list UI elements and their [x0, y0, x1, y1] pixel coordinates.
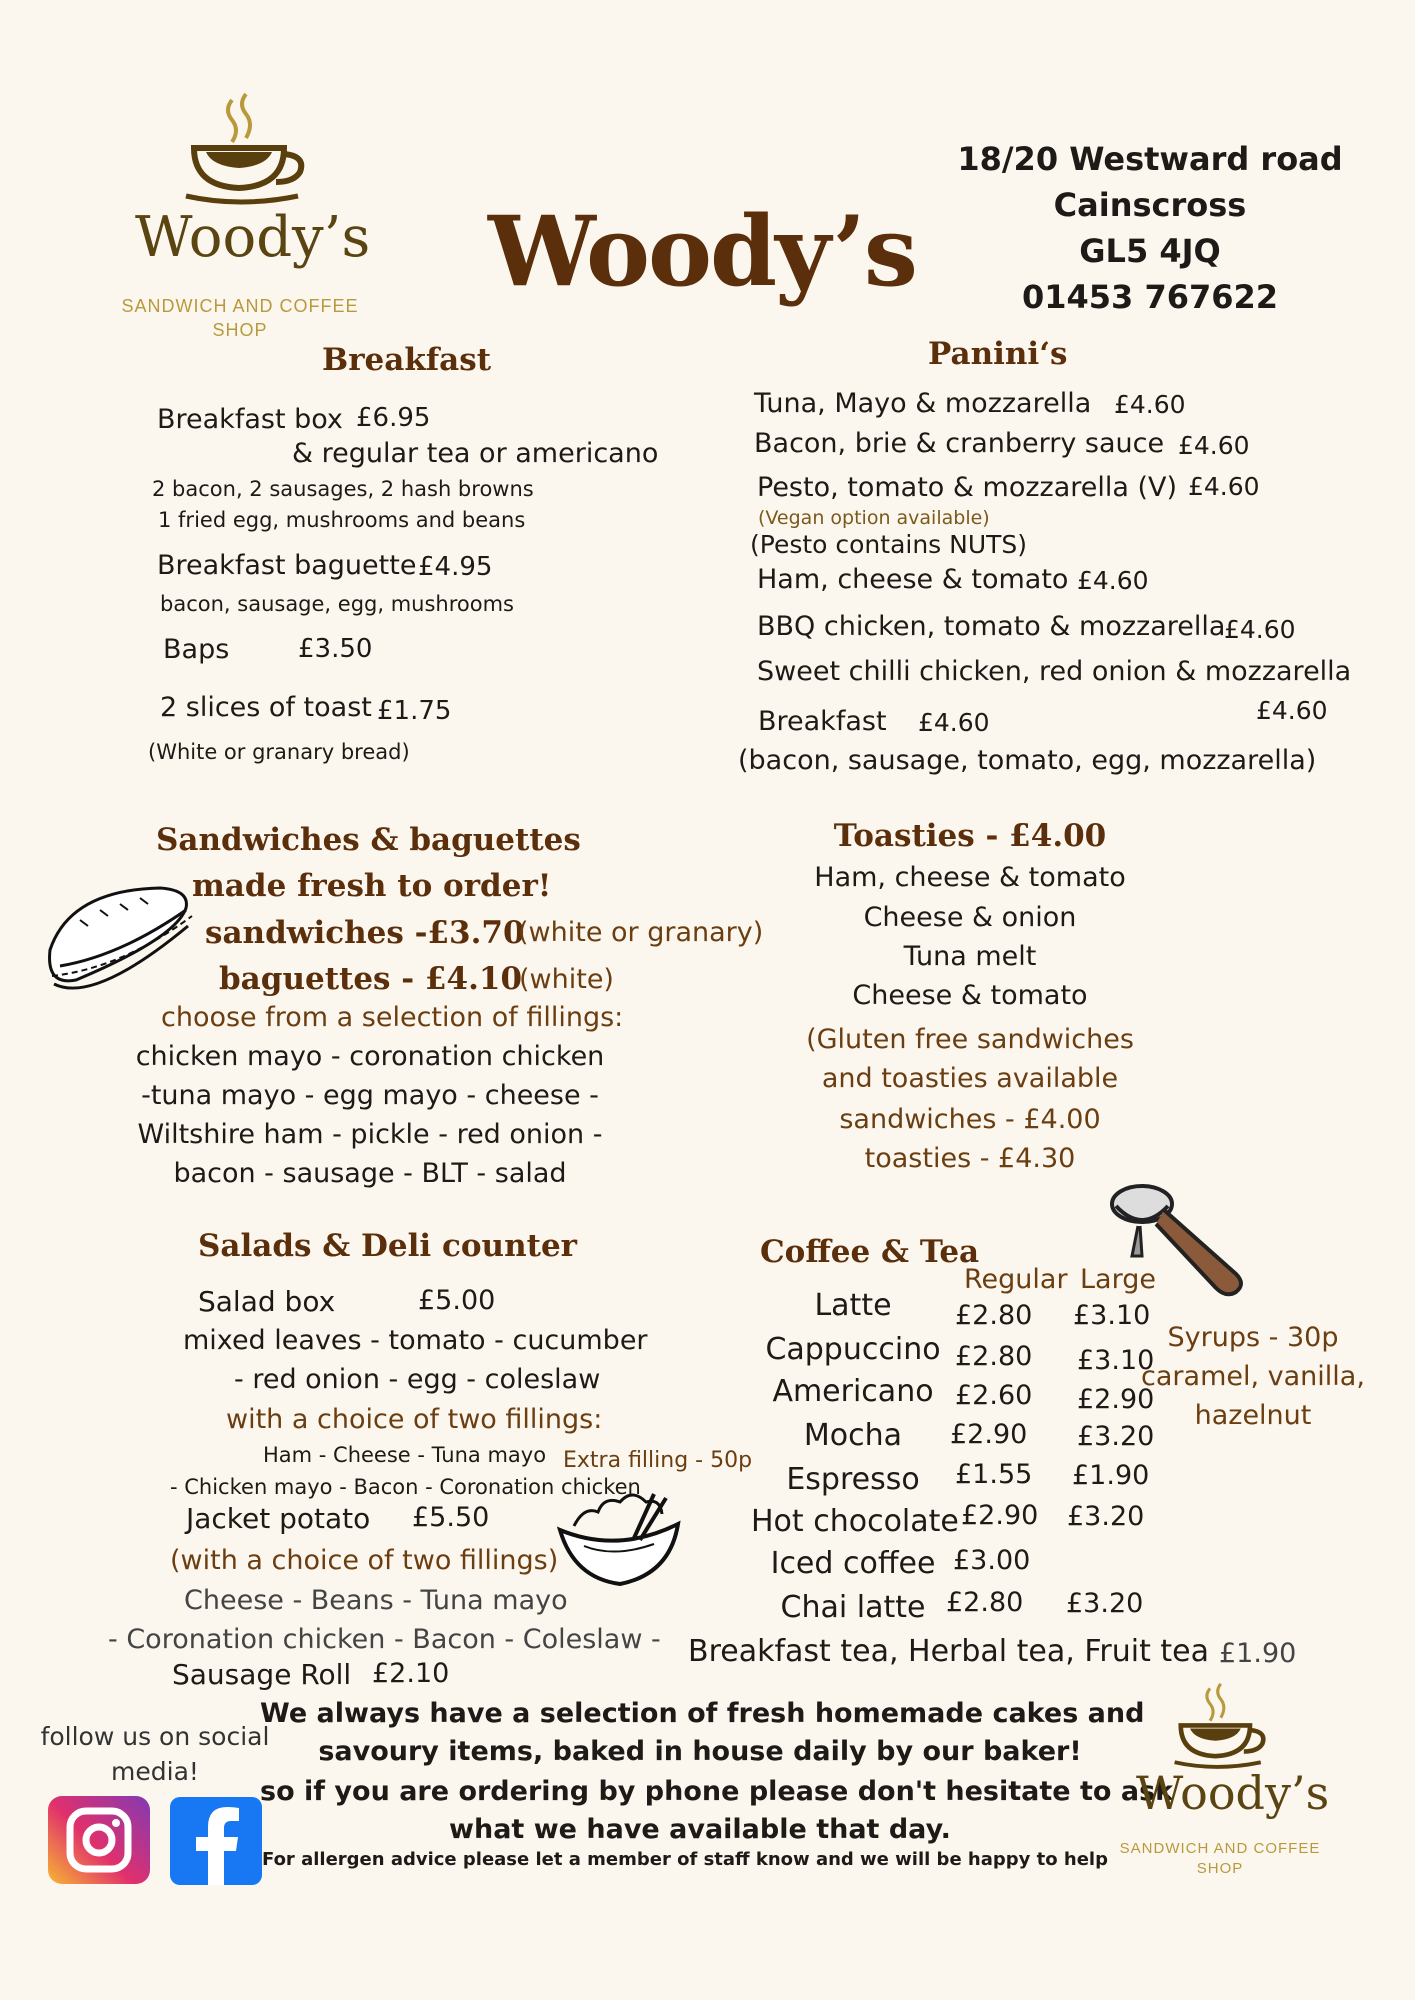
baps-name: Baps — [163, 634, 230, 665]
breakfast-box-price: £6.95 — [356, 403, 431, 433]
panini-item1-price: £4.60 — [1114, 390, 1186, 419]
facebook-link[interactable] — [170, 1797, 262, 1885]
salad-box-desc2: - red onion - egg - coleslaw — [234, 1364, 601, 1395]
coffee-item-large-price: £3.20 — [1066, 1588, 1144, 1619]
coffee-item-name: Iced coffee — [770, 1546, 936, 1581]
coffee-item-regular-price: £2.90 — [961, 1500, 1039, 1531]
fillings-line4: bacon - sausage - BLT - salad — [173, 1158, 567, 1189]
coffee-item-regular-price: £3.00 — [953, 1545, 1031, 1576]
syrups-line1: Syrups - 30p — [1167, 1322, 1339, 1353]
panini-item2-name: Bacon, brie & cranberry sauce — [754, 428, 1165, 459]
teas-line: Breakfast tea, Herbal tea, Fruit tea — [688, 1634, 1210, 1669]
page-title: Woody’s — [488, 195, 916, 308]
panini-item3-price: £4.60 — [1188, 472, 1260, 501]
salad-fillings-intro: with a choice of two fillings: — [226, 1404, 603, 1435]
address-line1: 18/20 Westward road — [957, 140, 1343, 178]
jacket-fillings-line2: - Coronation chicken - Bacon - Coleslaw - — [108, 1624, 661, 1655]
sandwich-icon — [40, 880, 200, 1000]
breakfast-baguette-name: Breakfast baguette — [157, 550, 417, 581]
sausage-roll-name: Sausage Roll — [172, 1658, 352, 1691]
panini-item5-name: BBQ chicken, tomato & mozzarella — [757, 611, 1226, 642]
coffee-item-large-price: £3.20 — [1067, 1501, 1145, 1532]
panini-item5-price: £4.60 — [1224, 615, 1296, 644]
breakfast-box-extra: & regular tea or americano — [292, 438, 659, 469]
panini-item7-name: Breakfast — [758, 706, 887, 737]
coffee-item-name: Americano — [772, 1374, 934, 1409]
gluten-free-line1: (Gluten free sandwiches — [806, 1024, 1134, 1055]
coffee-item-large-price: £3.20 — [1077, 1421, 1155, 1452]
jacket-fillings-intro: (with a choice of two fillings) — [170, 1545, 559, 1576]
toasties-heading: Toasties - £4.00 — [833, 818, 1107, 854]
salad-fillings-line2: - Chicken mayo - Bacon - Coronation chicken — [170, 1475, 641, 1499]
breakfast-box-desc1: 2 bacon, 2 sausages, 2 hash browns — [152, 477, 534, 501]
salad-box-price: £5.00 — [418, 1285, 496, 1316]
logo-subtitle-line2: SHOP — [212, 320, 268, 340]
panini-item1-name: Tuna, Mayo & mozzarella — [754, 388, 1092, 419]
toastie-item3: Tuna melt — [903, 941, 1037, 972]
allergen-note: For allergen advice please let a member of staff know and we will be happy to help — [262, 1849, 1108, 1870]
coffee-item-regular-price: £2.80 — [955, 1300, 1033, 1331]
jacket-potato-name: Jacket potato — [186, 1502, 371, 1535]
panini-item2-price: £4.60 — [1178, 431, 1250, 460]
coffee-item-regular-price: £2.60 — [955, 1380, 1033, 1411]
column-regular: Regular — [964, 1264, 1068, 1295]
column-large: Large — [1080, 1264, 1156, 1295]
follow-text-line2: media! — [111, 1757, 199, 1786]
gluten-free-line4: toasties - £4.30 — [864, 1143, 1076, 1174]
baguette-bread-note: (white) — [519, 964, 614, 995]
salad-fillings-line1: Ham - Cheese - Tuna mayo — [263, 1443, 547, 1467]
fillings-line3: Wiltshire ham - pickle - red onion - — [137, 1119, 603, 1150]
fillings-line2: -tuna mayo - egg mayo - cheese - — [141, 1080, 599, 1111]
instagram-icon — [64, 1805, 134, 1875]
toastie-item2: Cheese & onion — [863, 902, 1077, 933]
logo-subtitle-line1: SANDWICH AND COFFEE — [1119, 1840, 1321, 1857]
logo-subtitle-line2: SHOP — [1196, 1860, 1244, 1877]
syrups-line3: hazelnut — [1194, 1400, 1312, 1431]
jacket-fillings-line1: Cheese - Beans - Tuna mayo — [184, 1585, 568, 1616]
coffee-item-name: Chai latte — [780, 1590, 926, 1625]
instagram-link[interactable] — [48, 1796, 150, 1884]
salad-bowl-icon — [554, 1490, 684, 1590]
cakes-line1: We always have a selection of fresh homemade cakes and — [260, 1698, 1145, 1729]
coffee-cup-icon — [1170, 1680, 1270, 1770]
coffee-item-large-price: £2.90 — [1077, 1384, 1155, 1415]
coffee-item-name: Espresso — [786, 1462, 920, 1497]
paninis-heading: Panini‘s — [928, 336, 1068, 372]
coffee-item-name: Cappuccino — [765, 1332, 941, 1367]
sandwich-price-line: sandwiches -£3.70 — [205, 915, 525, 951]
salad-box-name: Salad box — [198, 1285, 336, 1318]
coffee-item-regular-price: £1.55 — [955, 1459, 1033, 1490]
cakes-line2: savoury items, baked in house daily by our baker! — [318, 1736, 1082, 1767]
logo-subtitle-line1: SANDWICH AND COFFEE — [121, 296, 359, 316]
panini-item4-price: £4.60 — [1077, 566, 1149, 595]
portafilter-icon — [1108, 1180, 1248, 1300]
address-postcode: GL5 4JQ — [1079, 232, 1221, 270]
gluten-free-line2: and toasties available — [821, 1063, 1119, 1094]
panini-item6-name: Sweet chilli chicken, red onion & mozzarella — [757, 656, 1352, 687]
panini-item6-price: £4.60 — [1256, 696, 1328, 725]
facebook-icon — [188, 1805, 248, 1885]
toastie-item4: Cheese & tomato — [852, 980, 1088, 1011]
teas-price: £1.90 — [1219, 1638, 1297, 1669]
coffee-item-regular-price: £2.80 — [955, 1341, 1033, 1372]
coffee-item-regular-price: £2.80 — [946, 1587, 1024, 1618]
extra-filling-price: Extra filling - 50p — [563, 1448, 753, 1473]
toast-name: 2 slices of toast — [160, 692, 372, 723]
phone-number: 01453 767622 — [1021, 278, 1279, 316]
breakfast-baguette-price: £4.95 — [418, 552, 493, 582]
sandwiches-heading-line2: made fresh to order! — [192, 868, 552, 904]
salads-heading: Salads & Deli counter — [198, 1228, 577, 1264]
breakfast-heading: Breakfast — [322, 342, 492, 378]
fillings-intro: choose from a selection of fillings: — [161, 1002, 624, 1033]
sandwich-bread-note: (white or granary) — [518, 917, 764, 948]
coffee-item-large-price: £3.10 — [1073, 1300, 1151, 1331]
cakes-line4: what we have available that day. — [449, 1814, 951, 1845]
logo-name: Woody’s — [1136, 1766, 1330, 1820]
address-line2: Cainscross — [1053, 186, 1247, 224]
cakes-line3: so if you are ordering by phone please don't hesitate to ask — [260, 1776, 1174, 1807]
coffee-heading: Coffee & Tea — [760, 1234, 980, 1270]
jacket-potato-price: £5.50 — [412, 1502, 490, 1533]
panini-item3-vegan-note: (Vegan option available) — [758, 507, 990, 529]
toast-desc: (White or granary bread) — [148, 740, 410, 764]
logo-name: Woody’s — [135, 205, 371, 270]
coffee-item-regular-price: £2.90 — [950, 1419, 1028, 1450]
sausage-roll-price: £2.10 — [372, 1658, 450, 1689]
panini-item7-desc: (bacon, sausage, tomato, egg, mozzarella) — [738, 745, 1317, 776]
baps-price: £3.50 — [298, 634, 373, 664]
breakfast-box-name: Breakfast box — [157, 404, 343, 435]
panini-item3-nuts-note: (Pesto contains NUTS) — [750, 530, 1028, 559]
coffee-cup-icon — [180, 90, 310, 205]
syrups-line2: caramel, vanilla, — [1141, 1361, 1365, 1392]
breakfast-baguette-desc: bacon, sausage, egg, mushrooms — [160, 592, 514, 616]
coffee-item-name: Latte — [814, 1288, 892, 1323]
coffee-item-large-price: £3.10 — [1077, 1345, 1155, 1376]
coffee-item-name: Mocha — [803, 1418, 903, 1453]
panini-item7-price: £4.60 — [918, 708, 990, 737]
breakfast-box-desc2: 1 fried egg, mushrooms and beans — [158, 508, 526, 532]
panini-item4-name: Ham, cheese & tomato — [757, 564, 1069, 595]
gluten-free-line3: sandwiches - £4.00 — [839, 1104, 1101, 1135]
baguette-price-line: baguettes - £4.10 — [219, 961, 523, 997]
toast-price: £1.75 — [377, 696, 452, 726]
follow-text-line1: follow us on social — [40, 1722, 270, 1751]
panini-item3-name: Pesto, tomato & mozzarella (V) — [757, 472, 1178, 503]
salad-box-desc1: mixed leaves - tomato - cucumber — [183, 1325, 648, 1356]
fillings-line1: chicken mayo - coronation chicken — [135, 1041, 605, 1072]
toastie-item1: Ham, cheese & tomato — [814, 862, 1126, 893]
coffee-item-name: Hot chocolate — [751, 1504, 959, 1539]
coffee-item-large-price: £1.90 — [1072, 1460, 1150, 1491]
sandwiches-heading-line1: Sandwiches & baguettes — [156, 822, 581, 858]
